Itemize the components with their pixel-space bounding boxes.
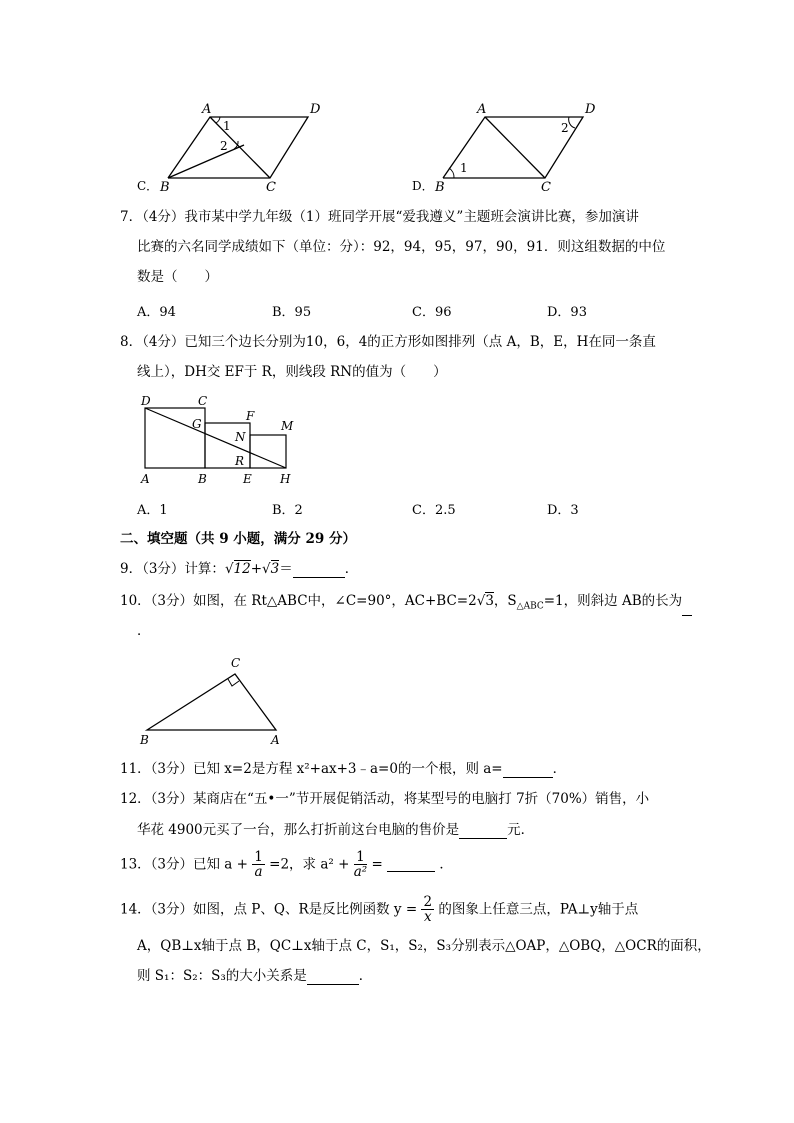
pt-a: A xyxy=(477,102,487,117)
q10-mid: ，S xyxy=(493,593,517,609)
q12-answer-blank[interactable] xyxy=(459,824,507,839)
q14-den: x xyxy=(423,909,432,925)
q14-line3 xyxy=(137,967,372,985)
q13-den1: a xyxy=(254,864,263,880)
pt-b: B xyxy=(160,180,170,195)
pt-a: A xyxy=(202,102,212,117)
fig-pt-d: D xyxy=(141,394,151,408)
fig-pt-r: R xyxy=(235,454,245,468)
q8-line2: 线上），DH交 EF于 R，则线段 RN的值为（ ） xyxy=(137,364,447,380)
q13-eq2: = xyxy=(371,856,383,873)
q11-answer-blank[interactable] xyxy=(503,763,553,778)
fig-pt-h: H xyxy=(280,472,291,486)
q7-line3: 数是（ ） xyxy=(137,269,218,285)
fig-pt-g: G xyxy=(192,417,202,431)
q11-end: ． xyxy=(552,761,567,777)
pt-c: C xyxy=(266,180,276,195)
q14-line1 xyxy=(120,895,638,935)
q7-option-a[interactable]: A．94 xyxy=(137,305,176,320)
q13-num2: 1 xyxy=(354,850,367,865)
fig-pt-a: A xyxy=(141,472,150,486)
q10-radicand: 3 xyxy=(485,593,494,609)
q14-eq: = xyxy=(405,901,418,918)
q13-answer-blank[interactable] xyxy=(387,857,435,872)
q13-num1: 1 xyxy=(254,849,263,865)
q7-line2: 比赛的六名同学成绩如下（单位：分）：92，94，95，97，90，91．则这组数据的中位 xyxy=(137,239,666,255)
q9 xyxy=(120,560,358,578)
q8-option-d[interactable]: D．3 xyxy=(547,503,579,518)
q13-end: ． xyxy=(439,856,453,873)
angle-1-label: 1 xyxy=(223,119,231,133)
sqrt-icon: √ xyxy=(262,561,271,577)
q10-line1 xyxy=(120,592,692,616)
fig-pt-b: B xyxy=(140,733,149,747)
q13-eq1: =2，求 a² xyxy=(269,856,334,873)
q8-line1: 8．（4分）已知三个边长分别为10，6，4的正方形如图排列（点 A，B，E，H在同一条直 xyxy=(120,334,656,350)
q10-prefix: 10．（3分）如图，在 Rt△ABC中，∠C=90°，AC+BC=2 xyxy=(120,593,477,609)
q13-plus2: + xyxy=(338,856,350,873)
q9-eq: ＝ xyxy=(279,561,293,577)
fig-pt-m: M xyxy=(281,419,294,433)
fig-pt-n: N xyxy=(235,430,246,444)
fig-pt-b: B xyxy=(198,472,207,486)
fig-pt-a: A xyxy=(271,733,280,747)
q14-after: 的图象上任意三点，PA⊥y轴于点 xyxy=(438,901,639,918)
q14-line2: A，QB⊥x轴于点 B，QC⊥x轴于点 C，S₁，S₂，S₃分别表示△OAP，△OBQ，△OCR的面积， xyxy=(137,938,711,954)
q12-end: 元． xyxy=(507,822,535,838)
pt-d: D xyxy=(585,102,596,117)
q10-figure xyxy=(135,650,295,750)
option-d-label: D． xyxy=(412,179,434,193)
q8-option-b[interactable]: B．2 xyxy=(272,503,303,518)
sqrt-icon: √ xyxy=(224,561,234,577)
q14-num: 2 xyxy=(423,894,433,910)
q9-radicand1: 12 xyxy=(233,561,251,577)
pt-d: D xyxy=(310,102,321,117)
fig-pt-f: F xyxy=(246,409,255,423)
q12-line2 xyxy=(137,821,534,839)
q14-prefix: 14．（3分）如图，点 P、Q、R是反比例函数 y xyxy=(120,901,402,918)
angle-2-label: 2 xyxy=(561,121,569,135)
q9-radicand2: 3 xyxy=(270,561,280,577)
q9-plus: + xyxy=(250,561,263,577)
fig-pt-c: C xyxy=(231,656,241,670)
q8-option-a[interactable]: A．1 xyxy=(137,503,168,518)
pt-b: B xyxy=(435,180,445,195)
q13-frac1 xyxy=(252,850,265,879)
angle-1-label: 1 xyxy=(460,161,468,175)
q12-line1: 12．（3分）某商店在“五•一”节开展促销活动，将某型号的电脑打 7折（70%）销售，小 xyxy=(120,791,650,807)
q13-den2: a² xyxy=(353,864,368,880)
fig-pt-e: E xyxy=(243,472,252,486)
q8-figure xyxy=(135,388,315,488)
q14-answer-blank[interactable] xyxy=(307,970,359,985)
figure-option-c xyxy=(130,100,350,195)
section-title: 二、填空题（共 9 小题，满分 29 分） xyxy=(120,531,356,547)
q9-answer-blank[interactable] xyxy=(293,563,345,578)
q11-text: 11．（3分）已知 x=2是方程 x²+ax+3﹣a=0的一个根，则 a= xyxy=(120,761,503,777)
q10-suffix: =1，则斜边 AB的长为 xyxy=(543,593,683,609)
figure-option-d xyxy=(405,100,625,195)
q9-end: ． xyxy=(344,561,359,577)
q12-line2-text: 华花 4900元买了一台，那么打折前这台电脑的售价是 xyxy=(137,822,460,838)
q11 xyxy=(120,760,566,778)
q10-sub: △ABC xyxy=(516,601,544,612)
angle-2-label: 2 xyxy=(220,139,228,153)
q7-option-d[interactable]: D．93 xyxy=(547,305,587,320)
q9-prefix: 9．（3分）计算： xyxy=(120,561,225,577)
fig-pt-c: C xyxy=(198,394,208,408)
q13-frac2 xyxy=(354,850,367,879)
q10-line2: ． xyxy=(137,623,151,639)
q14-frac xyxy=(421,895,434,924)
q14-end: ． xyxy=(358,968,373,984)
option-c-label: C． xyxy=(137,179,159,193)
q13-prefix: 13．（3分）已知 a xyxy=(120,856,233,873)
q13-plus: + xyxy=(236,856,248,873)
q13 xyxy=(120,850,453,890)
q7-line1: 7．（4分）我市某中学九年级（1）班同学开展“爱我遵义”主题班会演讲比赛，参加演讲 xyxy=(120,209,639,225)
pt-c: C xyxy=(541,180,551,195)
q8-option-c[interactable]: C．2.5 xyxy=(412,503,456,518)
sqrt-icon: √ xyxy=(476,593,486,609)
q10-answer-blank[interactable] xyxy=(682,601,692,616)
q7-option-b[interactable]: B．95 xyxy=(272,305,312,320)
q7-option-c[interactable]: C．96 xyxy=(412,305,452,320)
q14-line3-text: 则 S₁：S₂：S₃的大小关系是 xyxy=(137,968,307,984)
